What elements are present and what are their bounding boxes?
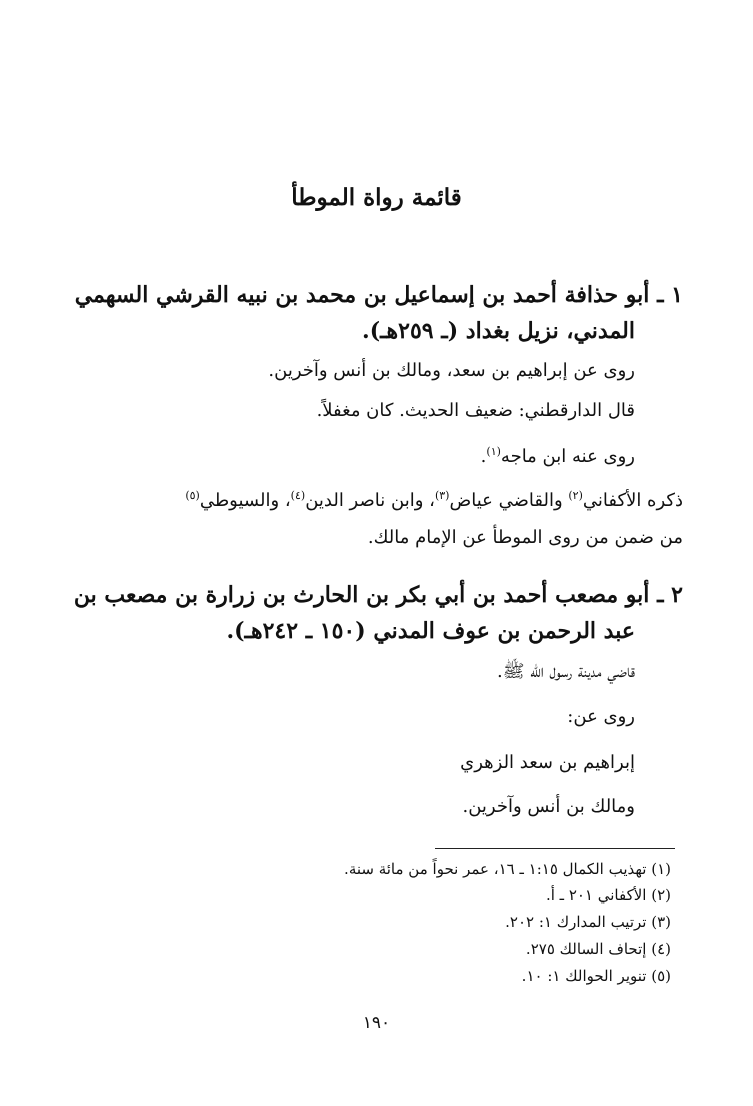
entry-1-mentioned-line1	[185, 490, 683, 511]
entry-1-mentioned-line2: من ضمن من روى الموطأ عن الإمام مالك.	[367, 527, 683, 548]
footnote-2: (٢) الأكفاني ٢٠١ ـ أ.	[545, 886, 671, 904]
entry-2-teacher-2: ومالك بن أنس وآخرين.	[462, 796, 635, 817]
footnote-ref-4: (٤)	[290, 489, 306, 502]
entry-2-heading-line2: عبد الرحمن بن عوف المدني (١٥٠ ـ ٢٤٢هـ).	[226, 618, 635, 644]
entry-1-heading-line2: المدني، نزيل بغداد (ـ ٢٥٩هـ).	[362, 318, 635, 344]
entry-1-heading-line1: ١ ـ أبو حذافة أحمد بن إسماعيل بن محمد بن نبيه القرشي السهمي	[74, 282, 683, 308]
footnote-divider	[435, 848, 675, 849]
mention-text-4: ، والسيوطي	[199, 490, 291, 511]
entry-1-narrated-by	[481, 446, 635, 467]
mention-text-1: ذكره الأكفاني	[582, 490, 683, 511]
footnote-ref-2: (٢)	[568, 489, 583, 502]
mention-text-2: والقاضي عياض	[449, 490, 569, 511]
entry-1-narrated-from: روى عن إبراهيم بن سعد، ومالك بن أنس وآخرين.	[268, 360, 635, 381]
entry-1-narrated-by-end: .	[480, 446, 487, 467]
page-number: ١٩٠	[362, 1013, 391, 1033]
entry-2-narrated-from-label: روى عن:	[567, 706, 635, 727]
footnote-4: (٤) إتحاف السالك ٢٧٥.	[525, 940, 671, 958]
footnote-1: (١) تهذيب الكمال ١:١٥ ـ ١٦، عمر نحواً من مائة سنة.	[344, 860, 671, 878]
footnote-ref-5: (٥)	[185, 489, 200, 502]
page-title: قائمة رواة الموطأ	[291, 184, 462, 211]
footnote-5: (٥) تنوير الحوالك ١: ١٠.	[521, 967, 671, 985]
footnote-ref-3: (٣)	[434, 489, 450, 502]
footnote-ref-1: (١)	[486, 445, 501, 458]
entry-2-role: قاضي مدينة رسول الله ﷺ.	[497, 661, 635, 682]
entry-1-narrated-by-text: روى عنه ابن ماجه	[500, 446, 635, 467]
entry-1-daraqutni: قال الدارقطني: ضعيف الحديث. كان مغفلاً.	[316, 400, 635, 421]
footnote-3: (٣) ترتيب المدارك ١: ٢٠٢.	[505, 913, 671, 931]
entry-2-teacher-1: إبراهيم بن سعد الزهري	[460, 752, 635, 773]
mention-text-3: ، وابن ناصر الدين	[305, 490, 435, 511]
entry-2-heading-line1: ٢ ـ أبو مصعب أحمد بن أبي بكر بن الحارث بن زرارة بن مصعب بن	[73, 582, 683, 608]
